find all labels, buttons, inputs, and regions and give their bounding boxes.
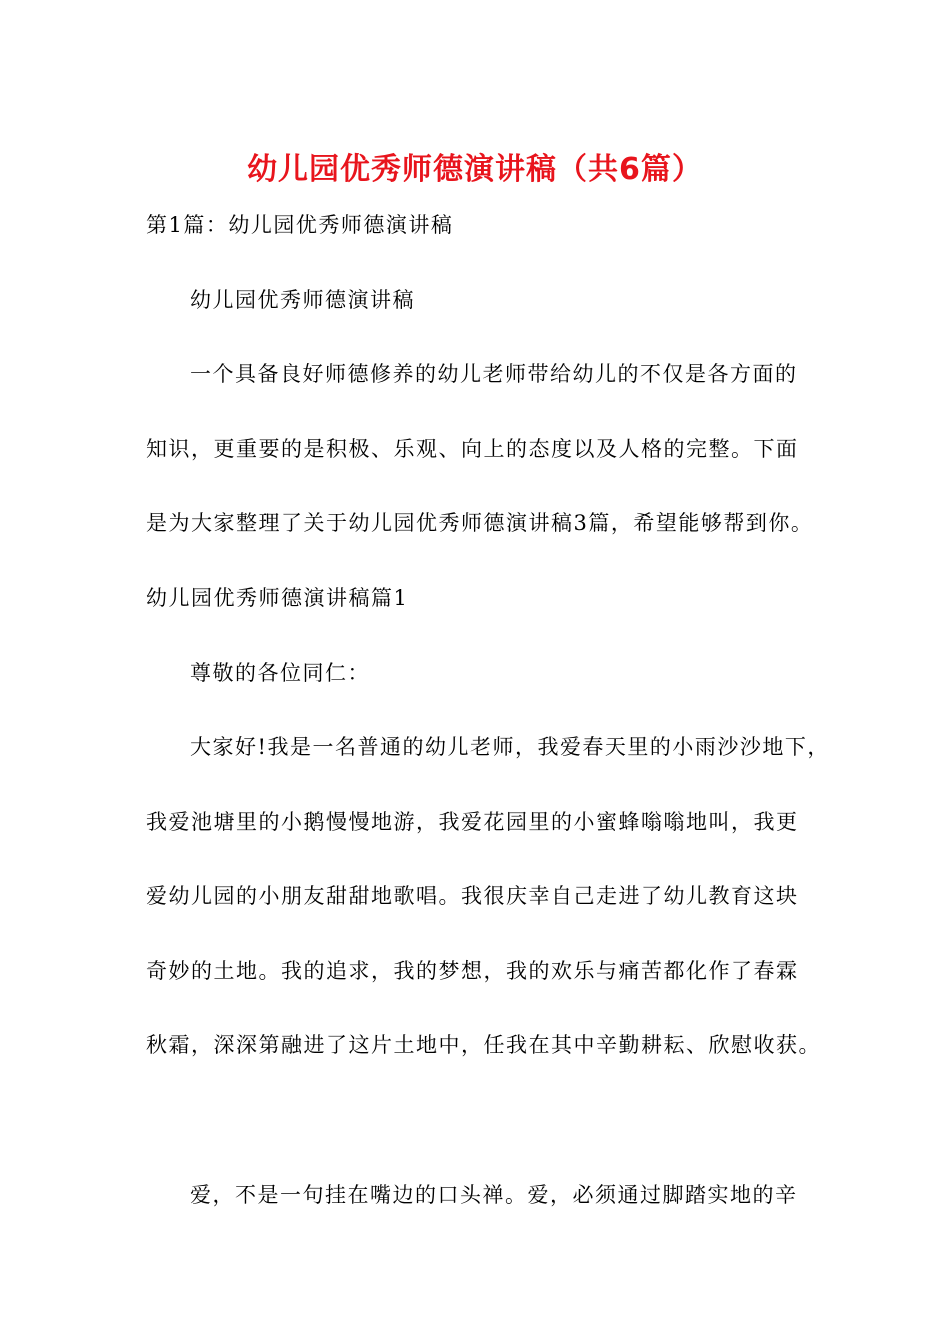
paragraph-line: 大家好!我是一名普通的幼儿老师，我爱春天里的小雨沙沙地下， bbox=[190, 735, 830, 759]
section-heading: 第1篇：幼儿园优秀师德演讲稿 bbox=[146, 213, 454, 237]
paragraph-line: 奇妙的土地。我的追求，我的梦想，我的欢乐与痛苦都化作了春霖 bbox=[146, 959, 799, 983]
paragraph-line: 爱幼儿园的小朋友甜甜地歌唱。我很庆幸自己走进了幼儿教育这块 bbox=[146, 884, 799, 908]
paragraph-line: 是为大家整理了关于幼儿园优秀师德演讲稿3篇，希望能够帮到你。 bbox=[146, 511, 814, 535]
paragraph-line: 尊敬的各位同仁： bbox=[190, 661, 370, 685]
paragraph-line: 我爱池塘里的小鹅慢慢地游，我爱花园里的小蜜蜂嗡嗡地叫，我更 bbox=[146, 810, 799, 834]
paragraph-line: 一个具备良好师德修养的幼儿老师带给幼儿的不仅是各方面的 bbox=[190, 362, 798, 386]
paragraph-line: 秋霜，深深第融进了这片土地中，任我在其中辛勤耕耘、欣慰收获。 bbox=[146, 1033, 821, 1057]
paragraph-line: 幼儿园优秀师德演讲稿 bbox=[190, 288, 415, 312]
document-title: 幼儿园优秀师德演讲稿（共6篇） bbox=[247, 152, 703, 187]
subsection-heading: 幼儿园优秀师德演讲稿篇1 bbox=[146, 586, 409, 610]
paragraph-line: 知识，更重要的是积极、乐观、向上的态度以及人格的完整。下面 bbox=[146, 437, 799, 461]
paragraph-line: 爱，不是一句挂在嘴边的口头禅。爱，必须通过脚踏实地的辛 bbox=[190, 1183, 798, 1207]
